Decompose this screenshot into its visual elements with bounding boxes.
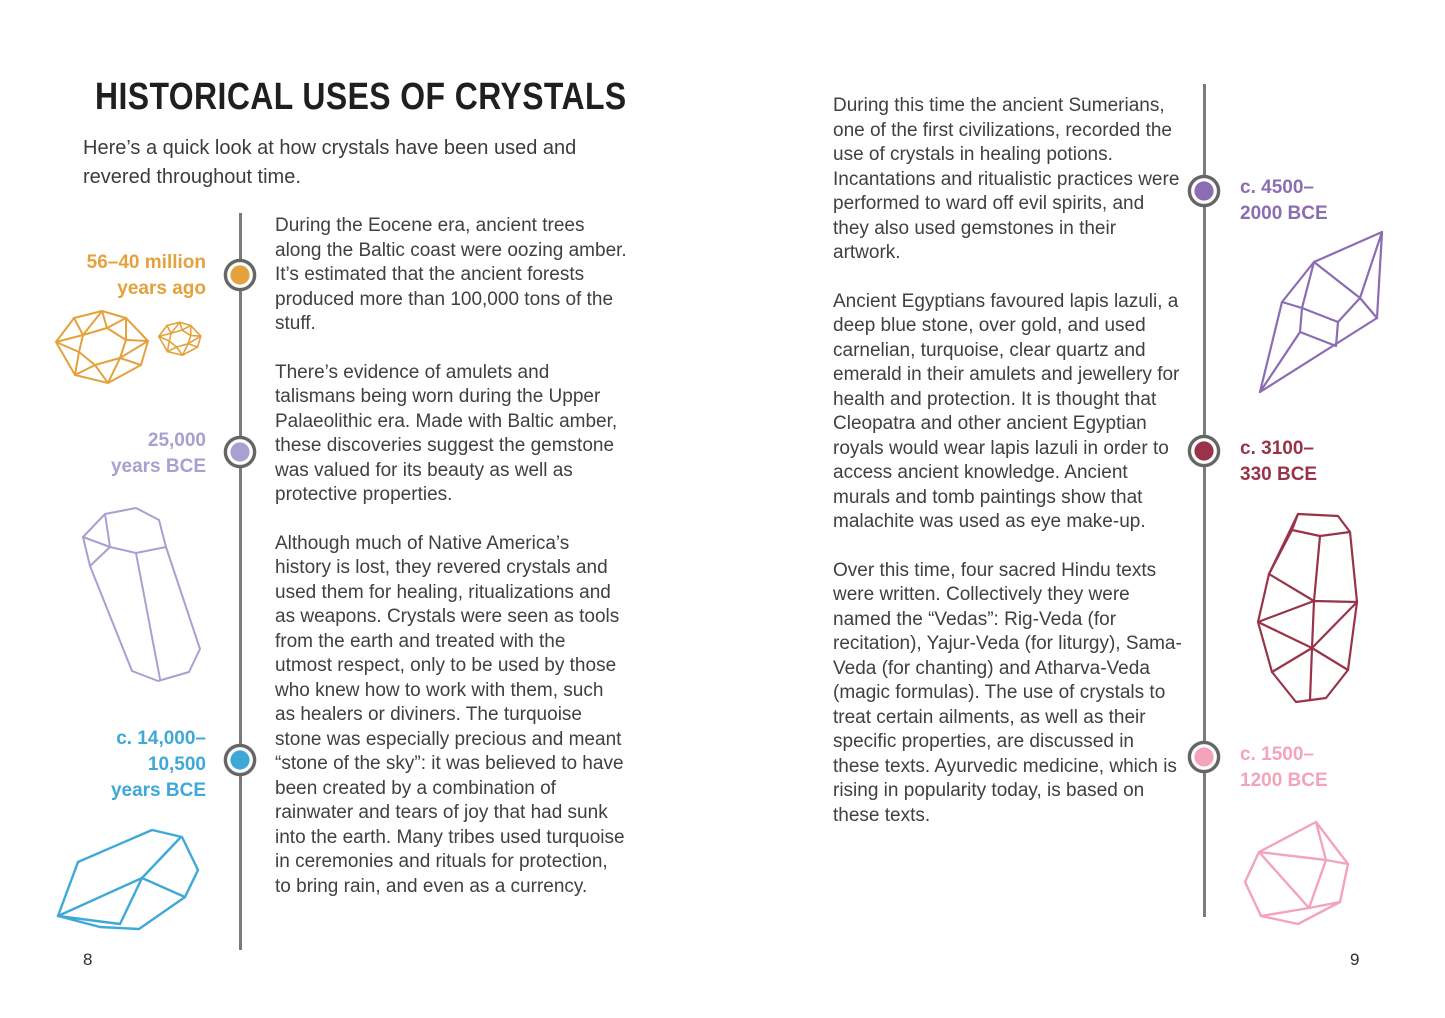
amber-gem-large-icon [50, 305, 155, 390]
quartz-prism-icon [70, 503, 225, 693]
timeline-label-egyptian: c. 3100– 330 BCE [1240, 438, 1318, 485]
paragraph-vedas: Over this time, four sacred Hindu texts were written. Collectively they were named the “Vedas”: Rig-Veda (for recitation), Yajur-Veda (for liturgy), Sama-Veda (for chanting) and Atharva-Veda (magic formulas). The use of crystals to treat certain ailments, as well as their specific properties, are discussed in these texts. Ayurvedic medicine, which is rising in popularity today, is based on these texts. [833, 559, 1182, 826]
timeline-dot-sumerian [1186, 173, 1222, 209]
intro-text: Here’s a quick look at how crystals have been used and revered throughout time. [83, 137, 577, 188]
amber-gem-small-icon [156, 319, 204, 359]
timeline-dot-turquoise [222, 742, 258, 778]
paragraph-native-america-turquoise: Although much of Native America’s history is lost, they revered crystals and used them for healing, ritualizations and as weapons. Crystals were seen as tools from the earth and treated with the utmost respect, only to be used by those who knew how to work with them, such as healers or diviners. The turquoise stone was especially precious and meant “stone of the sky”: it was believed to have been created by a combination of rainwater and tears of joy that had sunk into the earth. Many tribes used turquoise in ceremonies and rituals for protection, to bring rain, and even as a currency. [275, 532, 625, 897]
timeline-label-amber: 56–40 million years ago [86, 252, 206, 299]
paragraph-egyptians: Ancient Egyptians favoured lapis lazuli, a deep blue stone, over gold, and used carnelian, turquoise, clear quartz and emerald in their amulets and jewellery for health and protection. It is thought that Cleopatra and other ancient Egyptian royals would wear lapis lazuli in order to access ancient knowledge. Ancient murals and tomb paintings show that malachite was used as eye make-up. [833, 290, 1180, 532]
right-text-column [833, 94, 1185, 852]
garnet-barrel-icon [1250, 506, 1365, 706]
timeline-dot-palaeolithic [222, 434, 258, 470]
turquoise-nugget-icon [42, 820, 207, 938]
timeline-line-left [239, 213, 242, 950]
paragraph-eocene-amber: During the Eocene era, ancient trees along the Baltic coast were oozing amber. It’s estimated that the ancient forests produced more than 100,000 tons of the stuff. [275, 215, 627, 334]
timeline-dot-amber [222, 257, 258, 293]
timeline-label-vedic: c. 1500– 1200 BCE [1240, 744, 1328, 791]
page-number-left: 8 [83, 950, 93, 969]
lapis-diamond-icon [1242, 226, 1394, 398]
timeline-label-palaeolithic: 25,000 years BCE [110, 430, 206, 477]
timeline-dot-egyptian [1186, 433, 1222, 469]
timeline-label-sumerian: c. 4500– 2000 BCE [1240, 177, 1328, 224]
paragraph-palaeolithic-amulets: There’s evidence of amulets and talismans being worn during the Upper Palaeolithic era. Made with Baltic amber, these discoveries suggest the gemstone was valued for its beauty as well as protective properties. [275, 361, 618, 505]
rose-nugget-icon [1238, 814, 1353, 926]
paragraph-sumerians: During this time the ancient Sumerians, one of the first civilizations, recorded the use of crystals in healing potions. Incantations and ritualistic practices were performed to ward off evil spirits, and they also used gemstones in their artwork. [833, 95, 1180, 263]
timeline-dot-vedic [1186, 739, 1222, 775]
timeline-label-turquoise: c. 14,000– 10,500 years BCE [110, 728, 206, 801]
page-number-right: 9 [1350, 950, 1360, 969]
left-text-column [275, 214, 627, 923]
page-title: HISTORICAL USES OF CRYSTALS [95, 76, 627, 118]
